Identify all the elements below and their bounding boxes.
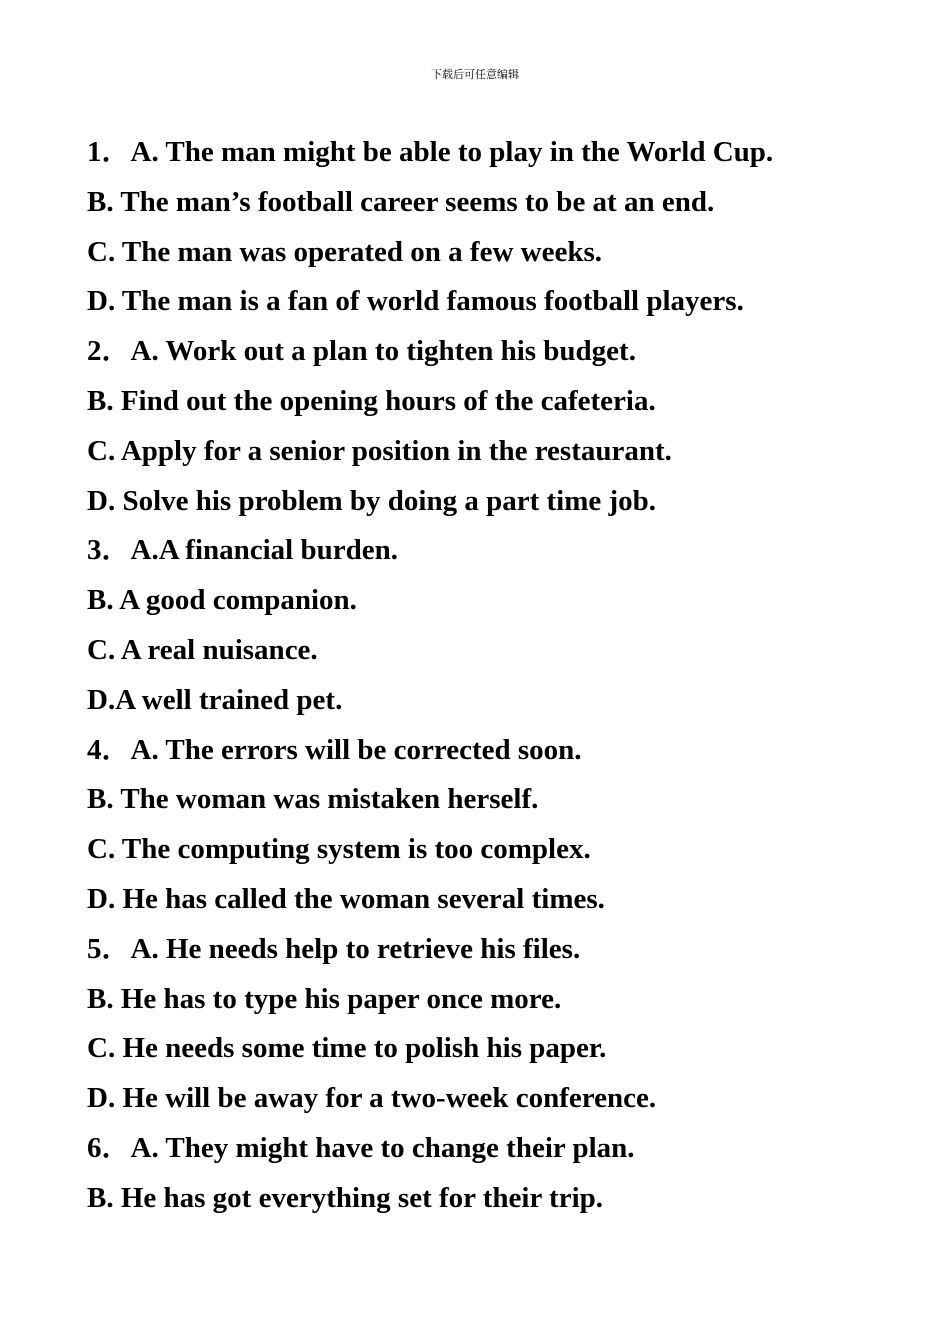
question-6-option-a: 6．A. They might have to change their plan. xyxy=(87,1131,635,1164)
question-1-option-b: B. The man’s football career seems to be at an end. xyxy=(87,185,715,218)
question-4-option-c: C. The computing system is too complex. xyxy=(87,833,591,866)
question-3-option-a: 3．A.A financial burden. xyxy=(87,534,398,567)
question-list xyxy=(87,128,907,1224)
question-2-option-d: D. Solve his problem by doing a part time job. xyxy=(87,484,657,517)
question-4-option-a: 4．A. The errors will be corrected soon. xyxy=(87,733,582,766)
question-2-option-c: C. Apply for a senior position in the restaurant. xyxy=(87,434,672,467)
question-4-option-b: B. The woman was mistaken herself. xyxy=(87,783,539,816)
question-1-option-c: C. The man was operated on a few weeks. xyxy=(87,235,603,268)
question-3-option-c: C. A real nuisance. xyxy=(87,633,318,666)
question-3-option-b: B. A good companion. xyxy=(87,584,357,617)
question-2-option-b: B. Find out the opening hours of the cafeteria. xyxy=(87,384,656,417)
question-5-option-d: D. He will be away for a two-week conference. xyxy=(87,1082,657,1115)
question-5-option-c: C. He needs some time to polish his paper. xyxy=(87,1032,607,1065)
question-3-option-d: D.A well trained pet. xyxy=(87,683,343,716)
question-6-option-b: B. He has got everything set for their trip. xyxy=(87,1181,604,1214)
question-5-option-b: B. He has to type his paper once more. xyxy=(87,982,562,1015)
question-5-option-a: 5．A. He needs help to retrieve his files. xyxy=(87,932,581,965)
question-2-option-a: 2．A. Work out a plan to tighten his budget. xyxy=(87,335,636,368)
question-1-option-d: D. The man is a fan of world famous football players. xyxy=(87,285,744,318)
question-1-option-a: 1．A. The man might be able to play in the World Cup. xyxy=(87,136,774,168)
question-4-option-d: D. He has called the woman several times. xyxy=(87,882,605,915)
page-header: 下载后可任意编辑 xyxy=(431,68,519,81)
